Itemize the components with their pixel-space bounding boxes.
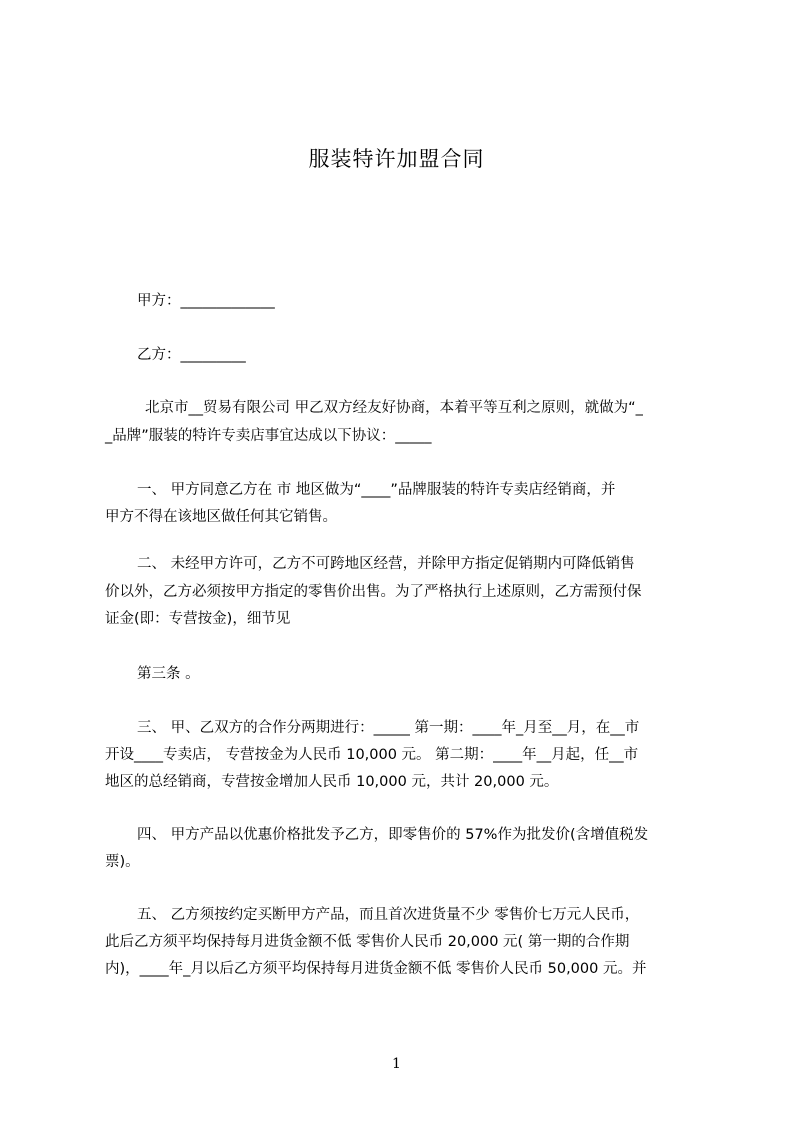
clause3-line-2: 开设____专卖店， 专营按金为人民币 10,000 元。 第二期：____年__月起，任__市 — [105, 747, 639, 763]
clause4-line-1: 四、 甲方产品以优惠价格批发予乙方，即零售价的 57%作为批发价(含增值税发 — [137, 827, 649, 843]
document-title: 服装特许加盟合同 — [308, 147, 485, 171]
clause2-line-3: 证金(即：专营按金)，细节见 — [105, 611, 291, 627]
clause4-line-2: 票)。 — [105, 854, 140, 870]
page-number: 1 — [392, 1056, 401, 1072]
clause5-line-3: 内)，____年_月以后乙方须平均保持每月进货金额不低 零售价人民币 50,000 元。并 — [105, 961, 647, 977]
clause5-line-1: 五、 乙方须按约定买断甲方产品，而且首次进货量不少 零售价七万元人民币， — [137, 907, 640, 923]
intro-line-2: _品牌”服装的特许专卖店事宜达成以下协议：_____ — [105, 428, 432, 444]
party-b-line: 乙方：_________ — [137, 347, 246, 363]
clause3-line-1: 三、 甲、乙双方的合作分两期进行：_____ 第一期：____年_月至__月，在__市 — [137, 720, 640, 736]
clause2-line-1: 二、 未经甲方许可，乙方不可跨地区经营，并除甲方指定促销期内可降低销售 — [137, 556, 635, 572]
clause5-line-2: 此后乙方须平均保持每月进货金额不低 零售价人民币 20,000 元( 第一期的合作期 — [105, 934, 630, 950]
clause3-line-3: 地区的总经销商，专营按金增加人民币 10,000 元，共计 20,000 元。 — [105, 774, 559, 790]
intro-line-1: 北京市__贸易有限公司 甲乙双方经友好协商，本着平等互利之原则，就做为“_ — [145, 400, 643, 416]
clause1-line-2: 甲方不得在该地区做任何其它销售。 — [105, 509, 337, 525]
clause2-reference: 第三条 。 — [137, 666, 200, 682]
clause2-line-2: 价以外，乙方必须按甲方指定的零售价出售。为了严格执行上述原则，乙方需预付保 — [105, 584, 642, 600]
clause1-line-1: 一、 甲方同意乙方在 市 地区做为“____”品牌服装的特许专卖店经销商，并 — [137, 482, 616, 498]
party-a-line: 甲方：_____________ — [137, 293, 275, 309]
